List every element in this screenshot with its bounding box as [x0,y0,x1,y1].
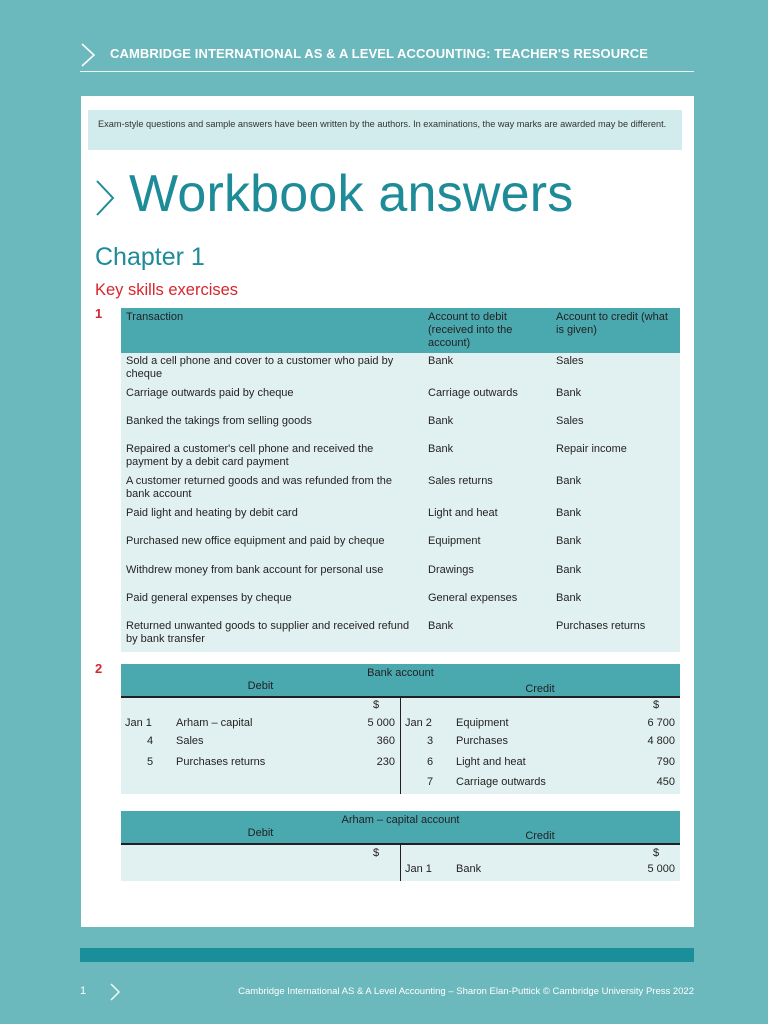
table-cell: Bank [556,507,582,519]
table-cell: Banked the takings from selling goods [126,415,312,427]
ledger-date: Jan 2 [405,717,432,729]
ledger-amount: 450 [656,776,675,788]
ledger-date: 5 [147,756,154,768]
footer-credit: Cambridge International AS & A Level Accounting – Sharon Elan-Puttick © Cambridge University Press 2022 [238,986,694,997]
currency-label: $ [653,699,660,711]
table-cell: Light and heat [428,507,498,519]
table-row [121,562,680,590]
transactions-table [121,308,680,652]
chevron-right-icon [78,42,100,68]
currency-label: $ [653,847,660,859]
ledger-details: Carriage outwards [456,776,546,788]
currency-label: $ [373,699,380,711]
table-cell: Sales [556,415,584,427]
table-cell: Bank [556,564,582,576]
ledger-date: 6 [427,756,434,768]
table-cell: Carriage outwards [428,387,518,399]
table-cell: Sold a cell phone and cover to a customer who paid by cheque [126,355,394,380]
table-row [121,353,680,385]
ledger-details: Arham – capital [176,717,253,729]
ledger-date: 7 [427,776,434,788]
running-header: CAMBRIDGE INTERNATIONAL AS & A LEVEL ACCOUNTING: TEACHER'S RESOURCE [110,46,648,61]
ledger-details: Bank [456,863,482,875]
table-cell: Repaired a customer's cell phone and received the payment by a debit card payment [126,443,374,468]
table-cell: Bank [556,387,582,399]
credit-label: Credit [525,683,555,695]
table-cell: Purchases returns [556,620,646,632]
table-cell: Paid general expenses by cheque [126,592,292,604]
ledger-details: Sales [176,735,204,747]
footer-band [80,948,694,962]
section-heading: Key skills exercises [95,281,239,299]
credit-label: Credit [525,830,555,842]
table-cell: General expenses [428,592,518,604]
ledger-amount: 5 000 [647,863,675,875]
chevron-right-icon [93,178,117,218]
ledger-amount: 4 800 [647,735,675,747]
column-header: Transaction [126,311,184,323]
ledger-date: Jan 1 [125,717,152,729]
table-header [121,308,680,353]
table-cell: Bank [428,620,454,632]
capital-account-ledger [121,811,680,881]
table-row [121,505,680,533]
table-cell: Repair income [556,443,627,455]
currency-label: $ [373,847,380,859]
ledger-header [121,664,680,697]
table-cell: Paid light and heating by debit card [126,507,298,519]
table-cell: Equipment [428,535,481,547]
table-row [121,533,680,562]
column-header: Account to debit (received into the account) [428,311,513,349]
table-cell: A customer returned goods and was refunded from the bank account [126,475,392,500]
ledger-header [121,811,680,844]
table-cell: Bank [428,415,454,427]
table-body [121,353,680,652]
ledger-amount: 360 [376,735,395,747]
exam-note: Exam-style questions and sample answers have been written by the authors. In examinations, the way marks are awarded may be different. [88,110,682,150]
ledger-amount: 6 700 [647,717,675,729]
ledger-details: Equipment [456,717,509,729]
table-row [121,618,680,652]
ledger-date: Jan 1 [405,863,432,875]
table-cell: Bank [556,535,582,547]
column-header: Account to credit (what is given) [556,311,668,336]
ledger-details: Purchases returns [176,756,266,768]
ledger-divider [400,845,401,881]
table-cell: Sales returns [428,475,493,487]
page [81,96,694,927]
header-divider [80,71,694,72]
ledger-amount: 790 [656,756,675,768]
table-cell: Bank [556,592,582,604]
table-row [121,473,680,505]
debit-label: Debit [247,680,274,692]
ledger-divider [400,698,401,794]
debit-label: Debit [247,827,274,839]
table-row [121,441,680,473]
table-row [121,413,680,441]
ledger-date: 4 [147,735,154,747]
table-cell: Carriage outwards paid by cheque [126,387,294,399]
ledger-date: 3 [427,735,434,747]
table-cell: Withdrew money from bank account for personal use [126,564,384,576]
ledger-amount: 5 000 [367,717,395,729]
table-cell: Returned unwanted goods to supplier and received refund by bank transfer [126,620,410,645]
page-title: Workbook answers [129,165,574,223]
bank-account-ledger [121,664,680,794]
ledger-amount: 230 [376,756,395,768]
chevron-right-icon [108,982,122,1002]
page-number: 1 [80,985,87,997]
table-cell: Drawings [428,564,474,576]
table-cell: Bank [428,443,454,455]
table-cell: Sales [556,355,584,367]
question-number: 2 [95,661,103,676]
table-cell: Bank [428,355,454,367]
table-row [121,590,680,618]
table-cell: Purchased new office equipment and paid by cheque [126,535,385,547]
ledger-title: Arham – capital account [341,814,460,826]
ledger-details: Light and heat [456,756,526,768]
ledger-title: Bank account [367,667,434,679]
table-row [121,385,680,413]
table-cell: Bank [556,475,582,487]
question-number: 1 [95,306,103,321]
ledger-details: Purchases [456,735,508,747]
chapter-heading: Chapter 1 [95,243,205,271]
